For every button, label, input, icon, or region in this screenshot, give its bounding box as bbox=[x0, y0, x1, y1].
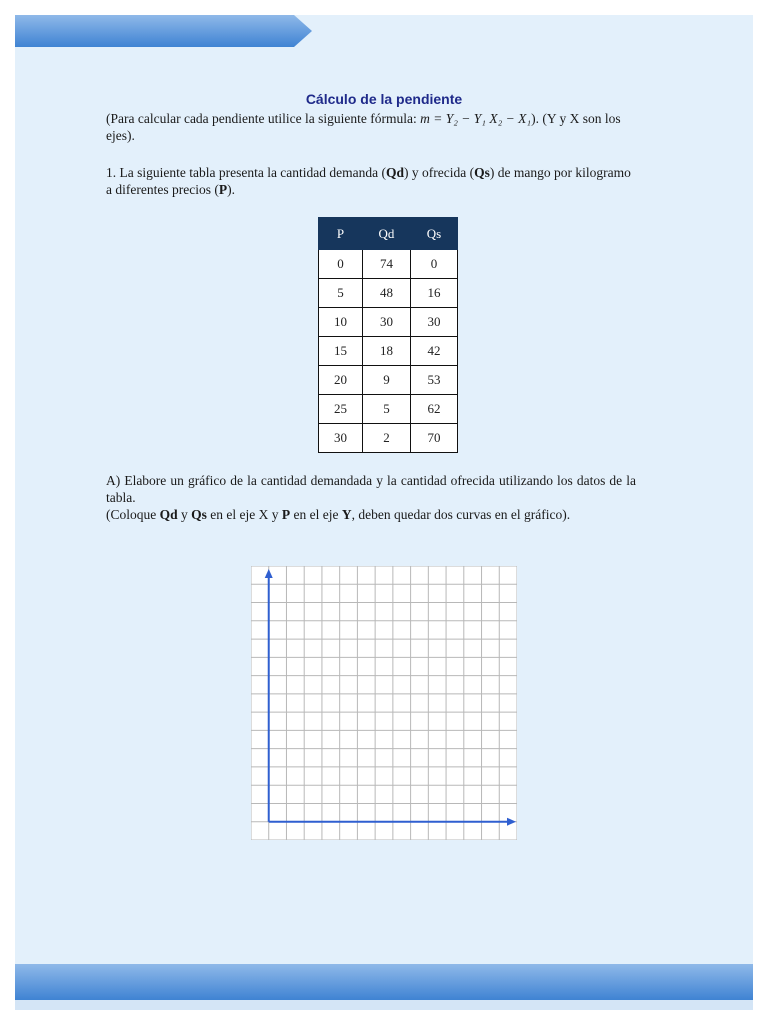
table-cell: 30 bbox=[319, 424, 363, 453]
table-header-cell: P bbox=[319, 218, 363, 250]
table-row bbox=[319, 279, 458, 308]
table-cell: 15 bbox=[319, 337, 363, 366]
y-axis-label: Y bbox=[341, 507, 352, 522]
table-cell: 10 bbox=[319, 308, 363, 337]
p-label: P bbox=[281, 507, 291, 522]
question-text: 1. La siguiente tabla presenta la cantidad demanda ( bbox=[106, 165, 387, 180]
question-text: ) de mango por kilogramo a diferentes precios ( bbox=[106, 165, 631, 197]
qd-label: Qd bbox=[159, 507, 178, 522]
qs-label: Qs bbox=[474, 165, 490, 180]
part-a-text: en el eje bbox=[290, 507, 342, 522]
table-cell: 18 bbox=[363, 337, 411, 366]
table-row bbox=[319, 250, 458, 279]
part-a-paragraph bbox=[106, 472, 636, 523]
slope-formula: m = Y₂ − Y₁ X₂ − X₁ bbox=[420, 111, 532, 126]
part-a-text: en el eje X y bbox=[206, 507, 282, 522]
table-cell: 5 bbox=[363, 395, 411, 424]
table-cell: 42 bbox=[411, 337, 458, 366]
question-text: ) y ofrecida ( bbox=[404, 165, 475, 180]
table-cell: 0 bbox=[411, 250, 458, 279]
footer-strip bbox=[15, 1000, 753, 1010]
page-title: Cálculo de la pendiente bbox=[305, 91, 463, 107]
p-label: P bbox=[218, 182, 228, 197]
part-a-text: A) Elabore un gráfico de la cantidad demandada y la cantidad ofrecida utilizando los datos de la tabla. bbox=[106, 473, 636, 505]
question-1-paragraph bbox=[106, 164, 636, 198]
table-cell: 0 bbox=[319, 250, 363, 279]
table-cell: 25 bbox=[319, 395, 363, 424]
table-row bbox=[319, 395, 458, 424]
formula-outro: ). (Y y X son los ejes). bbox=[106, 111, 621, 143]
price-quantity-table bbox=[318, 217, 458, 453]
part-a-text: y bbox=[177, 507, 192, 522]
table-row bbox=[319, 366, 458, 395]
table-cell: 20 bbox=[319, 366, 363, 395]
table-row bbox=[319, 308, 458, 337]
table-cell: 70 bbox=[411, 424, 458, 453]
formula-paragraph bbox=[106, 110, 636, 144]
table-cell: 53 bbox=[411, 366, 458, 395]
table-cell: 5 bbox=[319, 279, 363, 308]
table-body bbox=[319, 250, 458, 453]
table-cell: 30 bbox=[411, 308, 458, 337]
table-header-cell: Qd bbox=[363, 218, 411, 250]
table-cell: 2 bbox=[363, 424, 411, 453]
grid-background bbox=[251, 566, 517, 840]
table-cell: 62 bbox=[411, 395, 458, 424]
qd-label: Qd bbox=[386, 165, 405, 180]
table-row bbox=[319, 337, 458, 366]
part-a-text: , deben quedar dos curvas en el gráfico). bbox=[351, 507, 571, 522]
table-cell: 30 bbox=[363, 308, 411, 337]
table-cell: 9 bbox=[363, 366, 411, 395]
formula-intro: (Para calcular cada pendiente utilice la siguiente fórmula: bbox=[106, 111, 417, 126]
blank-graph-grid bbox=[251, 566, 517, 840]
footer-bar bbox=[15, 964, 753, 1000]
table-cell: 16 bbox=[411, 279, 458, 308]
table-cell: 48 bbox=[363, 279, 411, 308]
table-row bbox=[319, 424, 458, 453]
table-cell: 74 bbox=[363, 250, 411, 279]
part-a-text: (Coloque bbox=[106, 507, 160, 522]
qs-label: Qs bbox=[191, 507, 207, 522]
table-header-cell: Qs bbox=[411, 218, 458, 250]
table-header-row bbox=[319, 218, 458, 250]
header-banner bbox=[15, 15, 312, 47]
question-text: ). bbox=[227, 182, 235, 197]
